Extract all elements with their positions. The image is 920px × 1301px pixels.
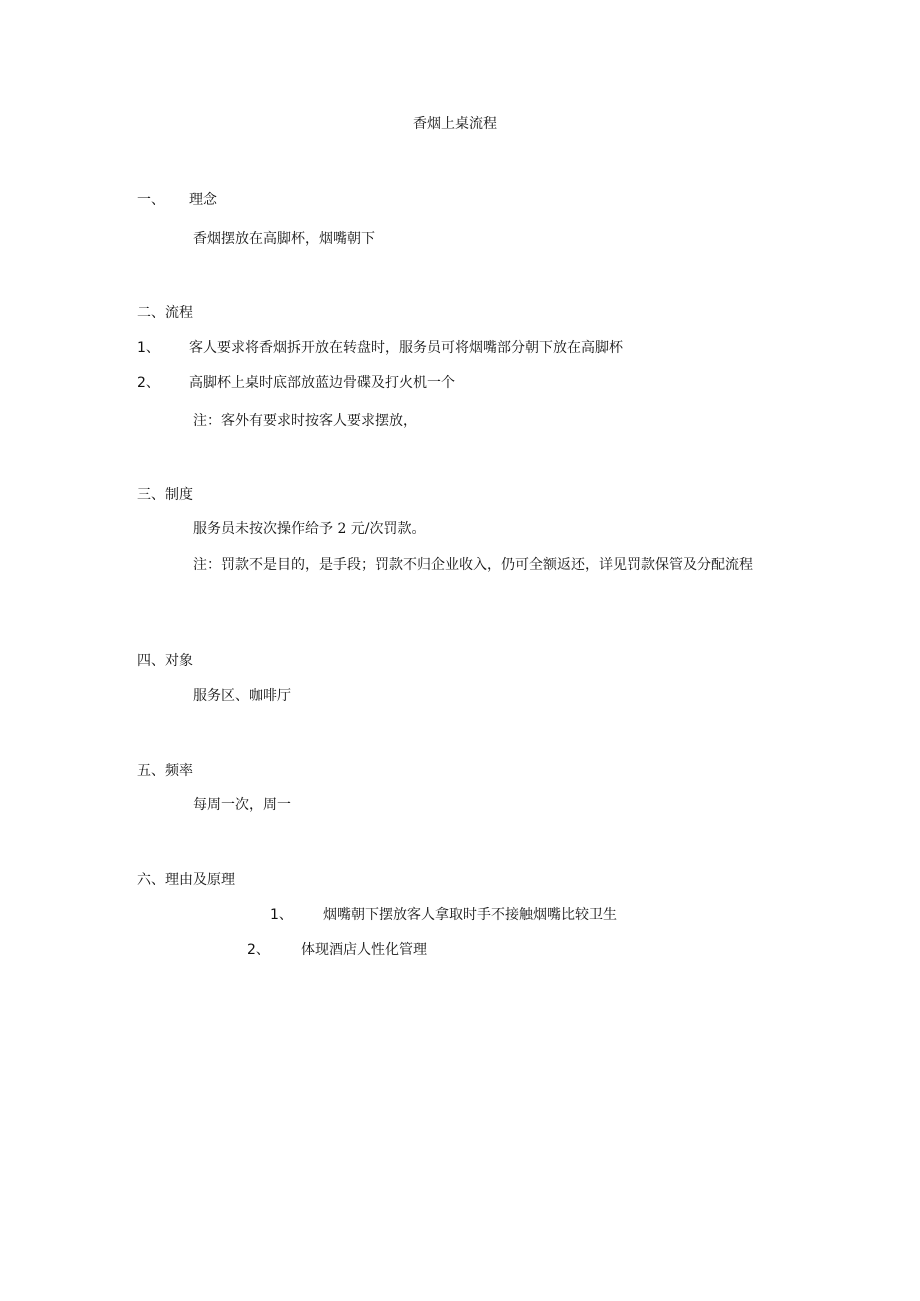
section-4-text: 服务区、咖啡厅 — [193, 688, 291, 704]
section-6-item-1-text: 烟嘴朝下摆放客人拿取时手不接触烟嘴比较卫生 — [323, 907, 617, 923]
section-1-number: 一、 — [137, 192, 165, 208]
section-5-heading: 五、频率 — [137, 763, 193, 779]
section-2-item-2-number: 2、 — [137, 375, 160, 391]
section-2-item-1-text: 客人要求将香烟拆开放在转盘时，服务员可将烟嘴部分朝下放在高脚杯 — [189, 340, 623, 356]
section-2-note: 注：客外有要求时按客人要求摆放， — [193, 413, 417, 429]
section-6-item-2-text: 体现酒店人性化管理 — [301, 942, 427, 958]
section-3-text: 服务员未按次操作给予 2 元/次罚款。 — [193, 521, 426, 537]
section-3-heading: 三、制度 — [137, 487, 193, 503]
page-title: 香烟上桌流程 — [413, 116, 497, 132]
section-2-item-1-number: 1、 — [137, 340, 160, 356]
section-6-heading: 六、理由及原理 — [137, 872, 235, 888]
section-1-heading: 理念 — [189, 192, 217, 208]
section-6-item-1-number: 1、 — [270, 907, 293, 923]
section-3-note: 注：罚款不是目的，是手段；罚款不归企业收入，仍可全额返还，详见罚款保管及分配流程 — [193, 557, 753, 573]
section-1-text: 香烟摆放在高脚杯，烟嘴朝下 — [193, 231, 375, 247]
section-4-heading: 四、对象 — [137, 653, 193, 669]
section-6-item-2-number: 2、 — [247, 942, 270, 958]
section-2-item-2-text: 高脚杯上桌时底部放蓝边骨碟及打火机一个 — [189, 375, 455, 391]
section-2-heading: 二、流程 — [137, 305, 193, 321]
section-5-text: 每周一次，周一 — [193, 797, 291, 813]
